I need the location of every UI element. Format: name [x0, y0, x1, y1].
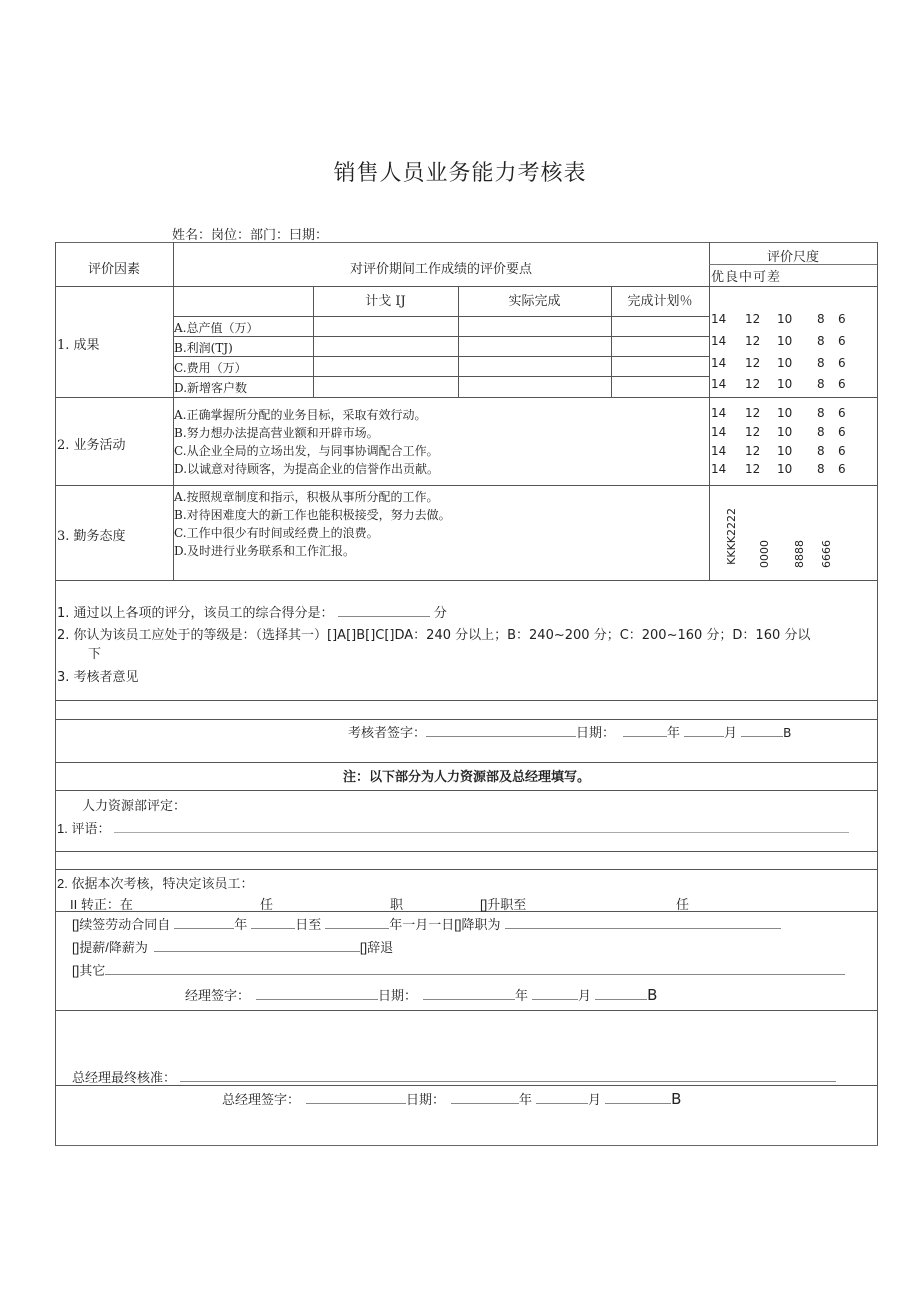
- score-fair[interactable]: 8: [817, 334, 825, 348]
- header-scale-levels: 优良中可差: [711, 270, 782, 285]
- vertical-scores-col2[interactable]: 0000: [758, 540, 771, 568]
- day-input[interactable]: [741, 724, 783, 737]
- date-label: 日期：: [406, 1092, 446, 1107]
- score-poor[interactable]: 6: [838, 425, 846, 439]
- score-excellent[interactable]: 14: [711, 377, 727, 391]
- score-poor[interactable]: 6: [838, 334, 846, 348]
- day-label: B: [647, 986, 658, 1004]
- vertical-scores-col3[interactable]: 8888: [793, 540, 806, 568]
- score-average[interactable]: 10: [777, 425, 793, 439]
- score-average[interactable]: 10: [777, 377, 793, 391]
- score-excellent[interactable]: 14: [711, 312, 727, 326]
- reviewer-signature-line: [348, 722, 791, 741]
- attitude-item-a: A.按照规章制度和指示，积极从事所分配的工作。: [174, 490, 439, 504]
- item-new-customers: D.新增客户数: [174, 381, 248, 395]
- month-input[interactable]: [532, 987, 578, 1000]
- hr-comment-row: [57, 818, 867, 837]
- day-input[interactable]: [595, 987, 647, 1000]
- note-hr-gm: 注：以下部分为人力资源部及总经理填写。: [342, 769, 590, 784]
- score-excellent[interactable]: 14: [711, 462, 727, 476]
- hr-heading: 人力资源部评定：: [82, 798, 187, 813]
- day-input[interactable]: [605, 1091, 671, 1104]
- item-total-output: A.总产值（万）: [174, 321, 259, 335]
- actual-input-b[interactable]: [459, 337, 610, 355]
- hr-comment-label: 1. 评语：: [57, 821, 111, 836]
- header-factor: 评价因素: [87, 262, 140, 277]
- actual-input-d[interactable]: [459, 377, 610, 396]
- manager-sign-label: 经理签字：: [185, 988, 251, 1003]
- salary-adjust-option[interactable]: []提薪/降薪为: [72, 940, 148, 955]
- score-good[interactable]: 12: [745, 356, 761, 370]
- year-label: 年: [515, 988, 529, 1003]
- date-label: 日期：: [378, 988, 418, 1003]
- renew-to-input[interactable]: [325, 916, 389, 929]
- score-good[interactable]: 12: [745, 334, 761, 348]
- attitude-item-d: D.及时进行业务联系和工作汇报。: [174, 544, 356, 558]
- vertical-scores-col4[interactable]: 6666: [820, 540, 833, 568]
- manager-signature-line: [185, 985, 657, 1004]
- year-label: 年: [667, 725, 681, 740]
- header-scale: 评价尺度: [766, 250, 819, 265]
- gm-signature-line: [222, 1089, 681, 1108]
- other-option[interactable]: []其它: [72, 963, 106, 978]
- renew-contract-option[interactable]: []续签劳动合同自: [72, 917, 171, 932]
- activity-item-c: C.从企业全局的立场出发，与同事协调配合工作。: [174, 444, 439, 458]
- summary-q2-continued: 下: [88, 647, 102, 662]
- year-input[interactable]: [623, 724, 667, 737]
- score-fair[interactable]: 8: [817, 356, 825, 370]
- plan-input-d[interactable]: [314, 377, 457, 396]
- score-poor[interactable]: 6: [838, 462, 846, 476]
- salary-adjust-input[interactable]: [154, 939, 360, 952]
- col-plan: 计戈 IJ: [365, 294, 406, 309]
- activity-item-b: B.努力想办法提高营业额和开辟市场。: [174, 426, 379, 440]
- section-results-label: 1. 成果: [57, 338, 100, 353]
- header-evaluation-points: 对评价期间工作成绩的评价要点: [349, 262, 532, 277]
- col-actual: 实际完成: [508, 294, 561, 309]
- promote-option[interactable]: []升职至: [480, 897, 527, 912]
- total-score-input[interactable]: [338, 604, 430, 617]
- col-percent: 完成计划％: [627, 294, 693, 309]
- activity-item-d: D.以诚意对待顾客，为提高企业的信誉作出贡献。: [174, 462, 440, 476]
- hr-line3: [72, 937, 393, 956]
- manager-sign-input[interactable]: [256, 987, 378, 1000]
- hr-decision-label: 2. 依据本次考核，特决定该员工：: [57, 876, 254, 891]
- label-post-2: 任: [676, 897, 690, 912]
- reviewer-opinion-input[interactable]: [57, 701, 876, 718]
- score-fair[interactable]: 8: [817, 444, 825, 458]
- section-work-attitude-label: 3. 勤务态度: [57, 529, 126, 544]
- score-poor[interactable]: 6: [838, 377, 846, 391]
- score-average[interactable]: 10: [777, 356, 793, 370]
- score-good[interactable]: 12: [745, 312, 761, 326]
- item-profit: B.利润(TJ): [174, 341, 233, 355]
- day-label: B: [783, 726, 792, 740]
- plan-input-a[interactable]: [314, 317, 457, 335]
- gm-sign-label: 总经理签字：: [222, 1092, 301, 1107]
- attitude-item-b: B.对待困难度大的新工作也能积极接受，努力去做。: [174, 508, 451, 522]
- score-average[interactable]: 10: [777, 312, 793, 326]
- score-good[interactable]: 12: [745, 444, 761, 458]
- score-excellent[interactable]: 14: [711, 406, 727, 420]
- score-average[interactable]: 10: [777, 462, 793, 476]
- score-good[interactable]: 12: [745, 462, 761, 476]
- label-post: 任: [260, 897, 274, 912]
- score-unit: 分: [433, 606, 447, 621]
- hr-line1: [70, 894, 870, 910]
- month-input[interactable]: [684, 724, 724, 737]
- score-fair[interactable]: 8: [817, 406, 825, 420]
- label-job: 职: [390, 897, 404, 912]
- summary-q2: 2. 你认为该员工应处于的等级是：（选择其一）[]A[]B[]C[]DA：240 分以上；B：240~200 分；C：200~160 分；D：160 分以: [57, 628, 811, 643]
- gm-approval-row: [72, 1067, 836, 1086]
- score-poor[interactable]: 6: [838, 312, 846, 326]
- plan-input-c[interactable]: [314, 357, 457, 375]
- actual-input-a[interactable]: [459, 317, 610, 335]
- score-good[interactable]: 12: [745, 377, 761, 391]
- percent-input-c[interactable]: [612, 357, 708, 375]
- vertical-scores-col1[interactable]: KKKK2222: [725, 508, 738, 565]
- demote-option[interactable]: 年一月一日[]降职为: [389, 917, 501, 932]
- plan-input-b[interactable]: [314, 337, 457, 355]
- month-label: 月: [588, 1092, 602, 1107]
- percent-input-b[interactable]: [612, 337, 708, 355]
- actual-input-c[interactable]: [459, 357, 610, 375]
- summary-q1: [57, 602, 447, 621]
- employee-info-line: 姓名：岗位：部门：曰期：: [172, 228, 329, 243]
- hr-line2: [72, 914, 781, 933]
- confirm-option[interactable]: II 转正：在: [70, 897, 133, 912]
- date-label: 日期：: [576, 725, 616, 740]
- month-label: 月: [724, 725, 738, 740]
- percent-input-d[interactable]: [612, 377, 708, 396]
- score-fair[interactable]: 8: [817, 462, 825, 476]
- score-poor[interactable]: 6: [838, 444, 846, 458]
- score-fair[interactable]: 8: [817, 312, 825, 326]
- section-business-activity-label: 2. 业务活动: [57, 438, 126, 453]
- score-good[interactable]: 12: [745, 406, 761, 420]
- month-input[interactable]: [536, 1091, 588, 1104]
- total-score-label: 1. 通过以上各项的评分，该员工的综合得分是：: [57, 606, 334, 621]
- year-label: 年: [519, 1092, 533, 1107]
- score-good[interactable]: 12: [745, 425, 761, 439]
- year-label: 年: [234, 917, 248, 932]
- score-excellent[interactable]: 14: [711, 334, 727, 348]
- hr-comment-input[interactable]: [114, 820, 849, 833]
- gm-approval-input[interactable]: [180, 1069, 836, 1082]
- score-fair[interactable]: 8: [817, 377, 825, 391]
- score-poor[interactable]: 6: [838, 406, 846, 420]
- other-input[interactable]: [105, 962, 845, 975]
- score-average[interactable]: 10: [777, 334, 793, 348]
- year-input[interactable]: [451, 1091, 519, 1104]
- score-average[interactable]: 10: [777, 444, 793, 458]
- gm-approval-label: 总经理最终核准：: [72, 1070, 177, 1085]
- renew-day-input[interactable]: [251, 916, 295, 929]
- attitude-item-c: C.工作中很少有时间或经费上的浪费。: [174, 526, 379, 540]
- month-label: 月: [578, 988, 592, 1003]
- summary-q3: 3. 考核者意见: [57, 670, 139, 685]
- score-fair[interactable]: 8: [817, 425, 825, 439]
- reviewer-sign-label: 考核者签字：: [348, 725, 427, 740]
- score-excellent[interactable]: 14: [711, 425, 727, 439]
- demote-to-input[interactable]: [505, 916, 781, 929]
- gm-sign-input[interactable]: [306, 1091, 406, 1104]
- page-title: 销售人员业务能力考核表: [333, 161, 587, 186]
- activity-item-a: A.正确掌握所分配的业务目标，采取有效行动。: [174, 408, 427, 422]
- dismiss-option[interactable]: []辞退: [359, 940, 394, 955]
- score-excellent[interactable]: 14: [711, 356, 727, 370]
- item-cost: C.费用（万）: [174, 361, 247, 375]
- renew-from-input[interactable]: [174, 916, 234, 929]
- score-excellent[interactable]: 14: [711, 444, 727, 458]
- hr-line4: [72, 960, 845, 979]
- to-label: 日至: [295, 917, 322, 932]
- score-average[interactable]: 10: [777, 406, 793, 420]
- reviewer-sign-input[interactable]: [426, 724, 576, 737]
- year-input[interactable]: [423, 987, 515, 1000]
- percent-input-a[interactable]: [612, 317, 708, 335]
- day-label: B: [671, 1090, 682, 1108]
- score-poor[interactable]: 6: [838, 356, 846, 370]
